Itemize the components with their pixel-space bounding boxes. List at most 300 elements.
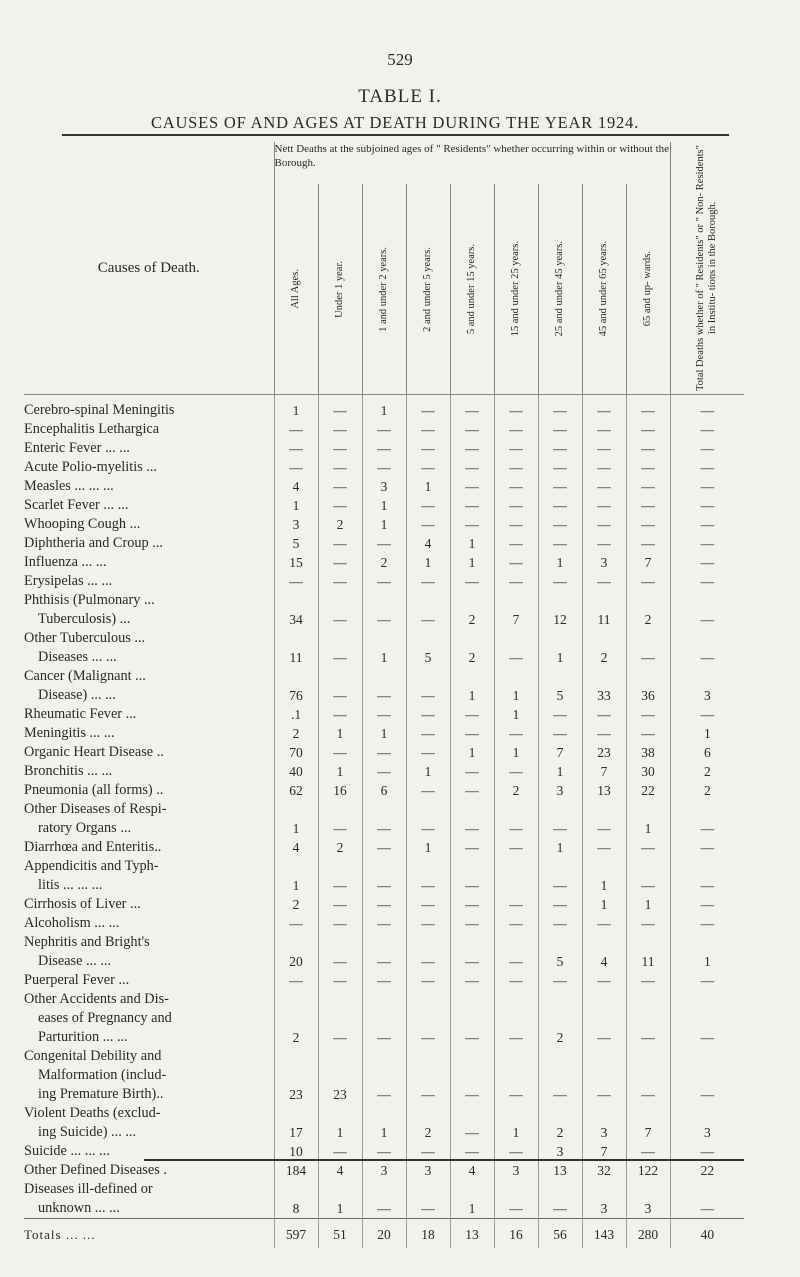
bottom-rule bbox=[144, 1159, 744, 1161]
value-cell: — bbox=[318, 1142, 362, 1161]
value-cell: — bbox=[582, 477, 626, 496]
value-cell: — bbox=[450, 971, 494, 990]
value-cell: — bbox=[494, 914, 538, 933]
value-cell: — bbox=[670, 477, 744, 496]
cause-label: Parturition ... ... bbox=[38, 1029, 128, 1045]
value-cell: — bbox=[362, 667, 406, 705]
cause-label: Other Diseases of Respi- bbox=[24, 801, 167, 817]
value-cell: — bbox=[406, 781, 450, 800]
cause-label: Other Accidents and Dis- bbox=[24, 991, 169, 1007]
value-cell: 11 bbox=[626, 933, 670, 971]
table-row bbox=[24, 534, 744, 553]
value-cell: 7 bbox=[538, 743, 582, 762]
cause-cell bbox=[24, 1104, 274, 1142]
cause-cell bbox=[24, 724, 274, 743]
value-cell: — bbox=[318, 572, 362, 591]
cause-cell bbox=[24, 743, 274, 762]
value-cell: — bbox=[670, 914, 744, 933]
value-cell: — bbox=[494, 971, 538, 990]
value-cell: — bbox=[538, 496, 582, 515]
value-cell: 3 bbox=[274, 515, 318, 534]
cause-label: ratory Organs ... bbox=[38, 820, 132, 836]
value-cell: — bbox=[318, 933, 362, 971]
value-cell: 22 bbox=[626, 781, 670, 800]
value-cell: — bbox=[450, 515, 494, 534]
value-cell: — bbox=[494, 534, 538, 553]
value-cell: 4 bbox=[450, 1161, 494, 1180]
cause-cell bbox=[24, 990, 274, 1047]
table-row bbox=[24, 838, 744, 857]
value-cell: — bbox=[494, 629, 538, 667]
age-column-header bbox=[494, 184, 538, 395]
value-cell bbox=[494, 857, 538, 895]
value-cell: 3 bbox=[362, 477, 406, 496]
value-cell: 1 bbox=[274, 395, 318, 421]
value-cell: — bbox=[494, 553, 538, 572]
value-cell: 1 bbox=[494, 667, 538, 705]
value-cell: — bbox=[582, 395, 626, 421]
age-column-header-text: 5 and under 15 years. bbox=[466, 243, 477, 335]
value-cell: — bbox=[450, 1104, 494, 1142]
cause-cell bbox=[24, 762, 274, 781]
value-cell: 2 bbox=[626, 591, 670, 629]
value-cell: — bbox=[626, 857, 670, 895]
value-cell: — bbox=[406, 572, 450, 591]
value-cell: — bbox=[450, 420, 494, 439]
value-cell: 2 bbox=[274, 990, 318, 1047]
value-cell: 1 bbox=[406, 553, 450, 572]
value-cell: 2 bbox=[670, 762, 744, 781]
total-value-cell: 40 bbox=[670, 1219, 744, 1249]
value-cell: — bbox=[318, 971, 362, 990]
value-cell: 15 bbox=[274, 553, 318, 572]
value-cell: — bbox=[538, 1180, 582, 1219]
table-row bbox=[24, 1104, 744, 1142]
value-cell: — bbox=[406, 990, 450, 1047]
value-cell: — bbox=[626, 914, 670, 933]
table-row bbox=[24, 1047, 744, 1104]
table-row bbox=[24, 572, 744, 591]
value-cell: 3 bbox=[362, 1161, 406, 1180]
value-cell: — bbox=[362, 1180, 406, 1219]
value-cell: — bbox=[494, 1180, 538, 1219]
value-cell: — bbox=[318, 534, 362, 553]
value-cell: 3 bbox=[538, 1142, 582, 1161]
value-cell: — bbox=[582, 914, 626, 933]
value-cell: 1 bbox=[362, 395, 406, 421]
value-cell: — bbox=[450, 724, 494, 743]
value-cell: — bbox=[582, 971, 626, 990]
value-cell: 11 bbox=[274, 629, 318, 667]
value-cell: 23 bbox=[274, 1047, 318, 1104]
value-cell: — bbox=[406, 743, 450, 762]
cause-label: Violent Deaths (exclud- bbox=[24, 1105, 161, 1121]
value-cell: — bbox=[626, 395, 670, 421]
value-cell: — bbox=[670, 857, 744, 895]
value-cell: 4 bbox=[318, 1161, 362, 1180]
value-cell: — bbox=[538, 477, 582, 496]
value-cell: — bbox=[582, 572, 626, 591]
value-cell: — bbox=[318, 553, 362, 572]
value-cell: 1 bbox=[538, 762, 582, 781]
value-cell: — bbox=[626, 515, 670, 534]
value-cell: — bbox=[626, 1142, 670, 1161]
value-cell: 1 bbox=[406, 838, 450, 857]
value-cell: 7 bbox=[626, 1104, 670, 1142]
value-cell: 1 bbox=[450, 534, 494, 553]
value-cell: — bbox=[670, 971, 744, 990]
cause-cell bbox=[24, 439, 274, 458]
cause-label: Organic Heart Disease .. bbox=[24, 744, 164, 760]
value-cell: — bbox=[450, 838, 494, 857]
value-cell: 4 bbox=[274, 838, 318, 857]
value-cell: 22 bbox=[670, 1161, 744, 1180]
value-cell: — bbox=[450, 395, 494, 421]
value-cell: 2 bbox=[450, 591, 494, 629]
cause-cell bbox=[24, 914, 274, 933]
age-column-header-text: 2 and under 5 years. bbox=[422, 246, 433, 332]
value-cell: 2 bbox=[450, 629, 494, 667]
value-cell: 1 bbox=[494, 1104, 538, 1142]
total-value-cell: 51 bbox=[318, 1219, 362, 1249]
total-value-cell: 18 bbox=[406, 1219, 450, 1249]
cause-cell bbox=[24, 572, 274, 591]
value-cell: — bbox=[450, 496, 494, 515]
value-cell: — bbox=[494, 1142, 538, 1161]
value-cell: 2 bbox=[538, 1104, 582, 1142]
cause-label: Other Defined Diseases . bbox=[24, 1162, 167, 1178]
value-cell: — bbox=[494, 458, 538, 477]
value-cell: — bbox=[670, 990, 744, 1047]
value-cell: — bbox=[538, 515, 582, 534]
cause-cell bbox=[24, 1180, 274, 1219]
value-cell: — bbox=[538, 895, 582, 914]
value-cell: 32 bbox=[582, 1161, 626, 1180]
value-cell: 13 bbox=[538, 1161, 582, 1180]
value-cell: — bbox=[494, 439, 538, 458]
value-cell: — bbox=[362, 420, 406, 439]
value-cell: 6 bbox=[362, 781, 406, 800]
total-value-cell: 56 bbox=[538, 1219, 582, 1249]
value-cell: — bbox=[362, 439, 406, 458]
value-cell: — bbox=[362, 743, 406, 762]
value-cell: 1 bbox=[670, 724, 744, 743]
value-cell: 62 bbox=[274, 781, 318, 800]
cause-label: Suicide ... ... ... bbox=[24, 1143, 110, 1159]
value-cell: 1 bbox=[582, 895, 626, 914]
value-cell: — bbox=[670, 838, 744, 857]
value-cell: — bbox=[670, 705, 744, 724]
cause-label: Malformation (includ- bbox=[38, 1067, 167, 1083]
value-cell: — bbox=[406, 591, 450, 629]
value-cell: — bbox=[538, 1047, 582, 1104]
age-column-header bbox=[318, 184, 362, 395]
value-cell: — bbox=[670, 395, 744, 421]
cause-label: Cancer (Malignant ... bbox=[24, 668, 146, 684]
age-column-header-text: 1 and under 2 years. bbox=[378, 246, 389, 332]
table-row bbox=[24, 971, 744, 990]
value-cell: 1 bbox=[626, 895, 670, 914]
value-cell: — bbox=[406, 420, 450, 439]
value-cell: 1 bbox=[538, 553, 582, 572]
value-cell: — bbox=[538, 914, 582, 933]
value-cell: — bbox=[670, 420, 744, 439]
cause-cell bbox=[24, 534, 274, 553]
cause-label: Tuberculosis) ... bbox=[38, 611, 131, 627]
cause-label: Phthisis (Pulmonary ... bbox=[24, 592, 155, 608]
value-cell: — bbox=[670, 591, 744, 629]
value-cell: — bbox=[362, 762, 406, 781]
value-cell: — bbox=[626, 724, 670, 743]
value-cell: 3 bbox=[494, 1161, 538, 1180]
value-cell: — bbox=[626, 420, 670, 439]
value-cell: — bbox=[318, 895, 362, 914]
value-cell: 33 bbox=[582, 667, 626, 705]
cause-cell bbox=[24, 667, 274, 705]
cause-cell bbox=[24, 553, 274, 572]
value-cell: 76 bbox=[274, 667, 318, 705]
value-cell: 1 bbox=[318, 762, 362, 781]
cause-label: Pneumonia (all forms) .. bbox=[24, 782, 164, 798]
value-cell: 4 bbox=[274, 477, 318, 496]
value-cell: — bbox=[626, 439, 670, 458]
page-number: 529 bbox=[387, 50, 413, 69]
value-cell: — bbox=[494, 724, 538, 743]
cause-label: Measles ... ... ... bbox=[24, 478, 114, 494]
value-cell: — bbox=[670, 572, 744, 591]
age-column-header bbox=[626, 184, 670, 395]
cause-label: ing Suicide) ... ... bbox=[38, 1124, 137, 1140]
value-cell: — bbox=[494, 990, 538, 1047]
value-cell: — bbox=[362, 933, 406, 971]
value-cell: 2 bbox=[318, 515, 362, 534]
value-cell: — bbox=[582, 515, 626, 534]
value-cell: — bbox=[670, 553, 744, 572]
value-cell: 1 bbox=[362, 515, 406, 534]
value-cell: 1 bbox=[362, 629, 406, 667]
value-cell: — bbox=[450, 781, 494, 800]
value-cell: — bbox=[362, 990, 406, 1047]
value-cell: — bbox=[538, 724, 582, 743]
value-cell: — bbox=[670, 496, 744, 515]
value-cell: — bbox=[362, 895, 406, 914]
value-cell: 2 bbox=[494, 781, 538, 800]
table-row bbox=[24, 724, 744, 743]
value-cell: — bbox=[406, 933, 450, 971]
value-cell: — bbox=[406, 724, 450, 743]
value-cell: 1 bbox=[274, 800, 318, 838]
value-cell: 10 bbox=[274, 1142, 318, 1161]
cause-cell bbox=[24, 1161, 274, 1180]
value-cell: — bbox=[362, 458, 406, 477]
value-cell: — bbox=[670, 800, 744, 838]
value-cell: — bbox=[274, 572, 318, 591]
value-cell: — bbox=[318, 743, 362, 762]
age-column-header-text: Under 1 year. bbox=[334, 260, 345, 318]
value-cell: — bbox=[318, 857, 362, 895]
value-cell: 11 bbox=[582, 591, 626, 629]
cause-label: Diseases ... ... bbox=[38, 649, 117, 665]
cause-cell bbox=[24, 420, 274, 439]
value-cell: 1 bbox=[406, 477, 450, 496]
value-cell: 23 bbox=[582, 743, 626, 762]
cause-label: Rheumatic Fever ... bbox=[24, 706, 137, 722]
value-cell: 6 bbox=[670, 743, 744, 762]
cause-label: Disease ... ... bbox=[38, 953, 112, 969]
value-cell: — bbox=[362, 1047, 406, 1104]
table-row bbox=[24, 439, 744, 458]
value-cell: 1 bbox=[450, 743, 494, 762]
cause-cell bbox=[24, 1047, 274, 1104]
value-cell: 2 bbox=[538, 990, 582, 1047]
value-cell: 1 bbox=[538, 838, 582, 857]
value-cell: — bbox=[318, 591, 362, 629]
value-cell: — bbox=[538, 420, 582, 439]
value-cell: 1 bbox=[538, 629, 582, 667]
cause-label: Enteric Fever ... ... bbox=[24, 440, 130, 456]
value-cell: — bbox=[538, 705, 582, 724]
cause-cell bbox=[24, 395, 274, 421]
value-cell: — bbox=[318, 914, 362, 933]
value-cell: — bbox=[582, 990, 626, 1047]
value-cell: 16 bbox=[318, 781, 362, 800]
causes-header: Causes of Death. bbox=[24, 142, 274, 395]
cause-label: Diseases ill-defined or bbox=[24, 1181, 153, 1197]
value-cell: — bbox=[318, 477, 362, 496]
age-column-header bbox=[450, 184, 494, 395]
table-row bbox=[24, 515, 744, 534]
value-cell: — bbox=[450, 990, 494, 1047]
cause-label: Diphtheria and Croup ... bbox=[24, 535, 163, 551]
value-cell: 3 bbox=[582, 1180, 626, 1219]
age-column-header bbox=[362, 184, 406, 395]
total-value-cell: 16 bbox=[494, 1219, 538, 1249]
value-cell: — bbox=[362, 705, 406, 724]
value-cell: — bbox=[450, 762, 494, 781]
value-cell: 1 bbox=[494, 743, 538, 762]
value-cell: — bbox=[494, 933, 538, 971]
value-cell: — bbox=[362, 914, 406, 933]
table-row bbox=[24, 420, 744, 439]
totals-label: Totals ... ... bbox=[24, 1219, 274, 1249]
value-cell: 1 bbox=[450, 553, 494, 572]
value-cell: — bbox=[406, 496, 450, 515]
total-value-cell: 20 bbox=[362, 1219, 406, 1249]
value-cell: — bbox=[406, 800, 450, 838]
value-cell: 1 bbox=[670, 933, 744, 971]
value-cell: — bbox=[494, 1047, 538, 1104]
value-cell: — bbox=[626, 990, 670, 1047]
value-cell: — bbox=[494, 838, 538, 857]
value-cell: 4 bbox=[406, 534, 450, 553]
value-cell: — bbox=[362, 591, 406, 629]
value-cell: — bbox=[406, 667, 450, 705]
cause-label: Alcoholism ... ... bbox=[24, 915, 120, 931]
cause-cell bbox=[24, 838, 274, 857]
value-cell: 8 bbox=[274, 1180, 318, 1219]
cause-label: Congenital Debility and bbox=[24, 1048, 162, 1064]
value-cell: 7 bbox=[626, 553, 670, 572]
value-cell: 70 bbox=[274, 743, 318, 762]
value-cell: — bbox=[274, 420, 318, 439]
value-cell: — bbox=[318, 800, 362, 838]
age-column-header-text: All Ages. bbox=[290, 269, 301, 309]
cause-label: Whooping Cough ... bbox=[24, 516, 141, 532]
value-cell: — bbox=[494, 800, 538, 838]
value-cell: — bbox=[450, 572, 494, 591]
value-cell: — bbox=[450, 933, 494, 971]
value-cell: — bbox=[318, 990, 362, 1047]
table-row bbox=[24, 705, 744, 724]
cause-cell bbox=[24, 496, 274, 515]
cause-cell bbox=[24, 857, 274, 895]
value-cell: 20 bbox=[274, 933, 318, 971]
table-row bbox=[24, 1180, 744, 1219]
cause-cell bbox=[24, 705, 274, 724]
cause-cell bbox=[24, 800, 274, 838]
value-cell: 3 bbox=[670, 667, 744, 705]
cause-cell bbox=[24, 781, 274, 800]
value-cell: — bbox=[582, 1047, 626, 1104]
value-cell: 30 bbox=[626, 762, 670, 781]
value-cell: — bbox=[582, 838, 626, 857]
cause-label: Disease) ... ... bbox=[38, 687, 116, 703]
value-cell: 1 bbox=[406, 762, 450, 781]
age-group-header: Nett Deaths at the subjoined ages of " Residents" whether occurring within or without the Borough. bbox=[274, 142, 670, 184]
value-cell: 3 bbox=[582, 1104, 626, 1142]
value-cell: 1 bbox=[626, 800, 670, 838]
value-cell: 2 bbox=[670, 781, 744, 800]
value-cell: .1 bbox=[274, 705, 318, 724]
value-cell: 2 bbox=[582, 629, 626, 667]
value-cell: — bbox=[450, 895, 494, 914]
value-cell: 1 bbox=[362, 496, 406, 515]
value-cell: — bbox=[626, 838, 670, 857]
value-cell: — bbox=[494, 762, 538, 781]
age-column-header-text: 45 and under 65 years. bbox=[598, 241, 609, 337]
value-cell: — bbox=[670, 895, 744, 914]
value-cell: 1 bbox=[318, 1180, 362, 1219]
table-row bbox=[24, 629, 744, 667]
value-cell: — bbox=[406, 1142, 450, 1161]
table-row bbox=[24, 800, 744, 838]
value-cell: — bbox=[406, 515, 450, 534]
table-row bbox=[24, 477, 744, 496]
value-cell: — bbox=[318, 395, 362, 421]
value-cell: — bbox=[582, 439, 626, 458]
value-cell: 23 bbox=[318, 1047, 362, 1104]
value-cell: 7 bbox=[494, 591, 538, 629]
value-cell: — bbox=[406, 705, 450, 724]
value-cell: — bbox=[406, 395, 450, 421]
cause-label: Cirrhosis of Liver ... bbox=[24, 896, 141, 912]
value-cell: — bbox=[450, 705, 494, 724]
table-row bbox=[24, 933, 744, 971]
table-row bbox=[24, 914, 744, 933]
table-row bbox=[24, 1161, 744, 1180]
table-row bbox=[24, 781, 744, 800]
cause-cell bbox=[24, 591, 274, 629]
value-cell: — bbox=[670, 1142, 744, 1161]
value-cell: — bbox=[450, 1142, 494, 1161]
table-row bbox=[24, 990, 744, 1047]
value-cell: — bbox=[494, 395, 538, 421]
value-cell: 5 bbox=[274, 534, 318, 553]
cause-label: Acute Polio-myelitis ... bbox=[24, 459, 158, 475]
value-cell: — bbox=[318, 667, 362, 705]
value-cell: 1 bbox=[450, 1180, 494, 1219]
table-row bbox=[24, 762, 744, 781]
